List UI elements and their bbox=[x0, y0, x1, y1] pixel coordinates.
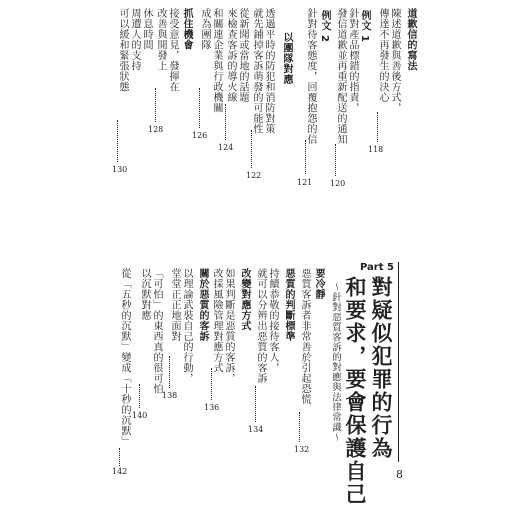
toc-page-number: 142 bbox=[112, 467, 128, 476]
toc-entry-line: 惡質客訴者非常善於引起恐慌 bbox=[299, 268, 310, 405]
toc-heading: 道歉信的寫法 bbox=[405, 8, 416, 71]
toc-heading: 例文 1 bbox=[359, 10, 370, 43]
toc-entry-line: 以理論武裝自己的行動， bbox=[181, 268, 192, 384]
toc-entry-line: 成為團隊 bbox=[199, 8, 210, 50]
toc-entry-line: 從「五秒的沉默」變成「十秒的沉默」 bbox=[119, 268, 130, 447]
toc-page-number: 128 bbox=[148, 125, 164, 134]
toc-heading: 要冷靜 bbox=[313, 268, 324, 300]
toc-heading: 關於惡質的客訴 bbox=[197, 268, 208, 342]
toc-page-number: 134 bbox=[248, 425, 264, 434]
part-divider-line bbox=[398, 262, 399, 462]
toc-heading: 惡質的判斷標準 bbox=[283, 268, 294, 342]
toc-page-number: 118 bbox=[368, 145, 384, 154]
part-title: 和要求，要會保護自己 bbox=[343, 276, 367, 506]
part-subtitle: ～針對惡質客訴的對應與法律常識～ bbox=[330, 282, 341, 442]
toc-page-number: 130 bbox=[112, 165, 128, 174]
toc-entry-line: 「可怕」的東西真的很可怕 bbox=[151, 268, 162, 394]
toc-entry-line: 周遭人的支持 bbox=[129, 8, 140, 71]
toc-entry-line: 透過平時的防犯和消防對策 bbox=[263, 8, 274, 134]
toc-heading: 抓住機會 bbox=[181, 8, 192, 50]
page-number: 8 bbox=[396, 468, 403, 481]
toc-entry-line: 堂堂正正地面對 bbox=[169, 268, 180, 342]
toc-page-number: 132 bbox=[294, 445, 310, 454]
part-title: 對疑似犯罪的行為 bbox=[369, 276, 393, 460]
toc-entry-line: 就可以分辨出惡質的客訴 bbox=[255, 268, 266, 384]
toc-entry-line: 接受意見，發揮在 bbox=[167, 8, 178, 92]
toc-entry-line: 針對產品標錯的指責， bbox=[347, 8, 358, 113]
toc-entry-line: 陳述道歉與善後方式， bbox=[389, 8, 400, 113]
toc-entry-line: 來檢查客訴的導火線 bbox=[225, 8, 236, 103]
toc-heading: 以團隊對應 bbox=[281, 32, 292, 85]
toc-entry-line: 針對待客態度，回覆抱怨的信 bbox=[305, 8, 316, 145]
toc-page-number: 136 bbox=[204, 403, 220, 412]
toc-entry-line: 持續恭敬的接待客人， bbox=[267, 268, 278, 373]
toc-page-number: 120 bbox=[330, 179, 346, 188]
toc-entry-line: 以沉默對應 bbox=[139, 268, 150, 321]
toc-page-number: 122 bbox=[246, 171, 262, 180]
toc-entry-line: 傳達不再發生的決心 bbox=[377, 8, 388, 103]
toc-entry-line: 如果判斷是惡質的客訴， bbox=[223, 268, 234, 384]
toc-page-number: 121 bbox=[297, 178, 313, 187]
toc-page-number: 140 bbox=[132, 411, 148, 420]
toc-entry-line: 從新聞或當地的話題 bbox=[237, 8, 248, 103]
toc-page-number: 126 bbox=[192, 131, 208, 140]
toc-entry-line: 改採風險管理對應方式 bbox=[211, 268, 222, 373]
toc-entry-line: 和關連企業與行政機關 bbox=[211, 8, 222, 113]
toc-entry-line: 休息時間 bbox=[141, 8, 152, 50]
part-label: Part 5 bbox=[360, 262, 394, 273]
toc-heading: 改變對應方式 bbox=[239, 268, 250, 331]
toc-entry-line: 改善與開發上 bbox=[155, 8, 166, 71]
toc-page-number: 124 bbox=[218, 143, 234, 152]
toc-heading: 例文 2 bbox=[319, 10, 330, 43]
toc-page-number: 138 bbox=[162, 391, 178, 400]
toc-entry-line: 可以緩和緊張狀態 bbox=[117, 8, 128, 92]
toc-entry-line: 就先鋪掉客訴萌發的可能性 bbox=[251, 8, 262, 134]
toc-entry-line: 發信道歉並再重新配送的通知 bbox=[335, 8, 346, 145]
